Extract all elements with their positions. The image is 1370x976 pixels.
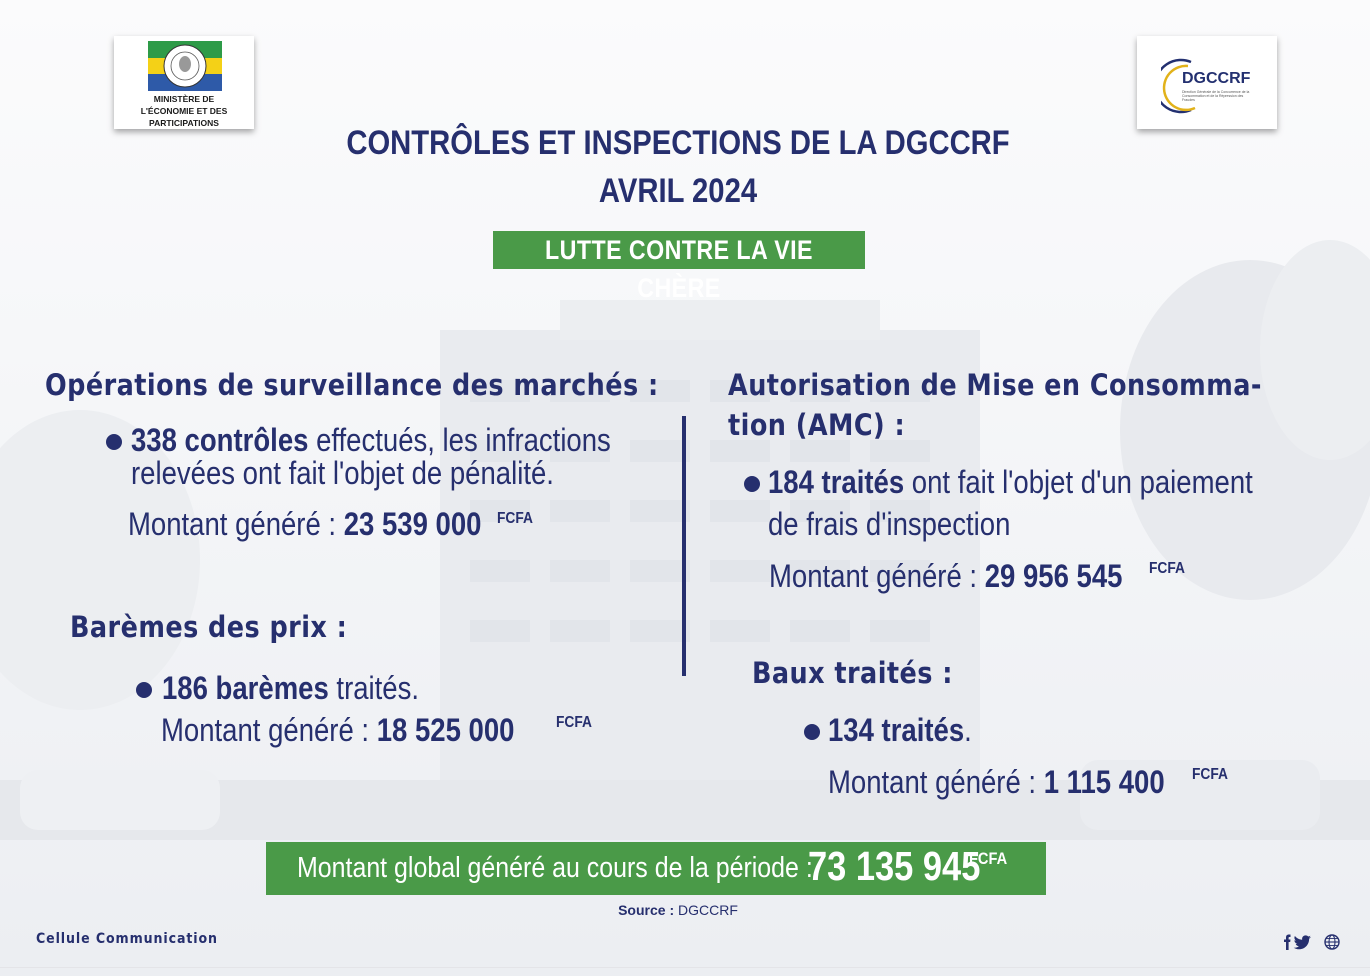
baux-line1 [828, 712, 972, 749]
baremes-amount-line [161, 712, 514, 749]
amc-amount-line [769, 558, 1122, 595]
twitter-icon[interactable] [1294, 935, 1311, 949]
bullet-dot [106, 434, 122, 450]
source-value: DGCCRF [678, 902, 738, 918]
surveillance-amount: 23 539 000 [343, 506, 482, 542]
surveillance-heading: Opérations de surveillance des marchés : [45, 368, 659, 402]
source-label: Source : [618, 902, 678, 918]
baremes-count: 186 barèmes [162, 670, 329, 706]
total-amount: 73 135 945 [808, 843, 981, 889]
baremes-line1-rest: traités. [328, 670, 420, 706]
gabon-flag-emblem-icon [148, 41, 222, 91]
surveillance-line1 [131, 422, 611, 459]
bullet-dot [136, 682, 152, 698]
dgccrf-logo [1137, 36, 1277, 129]
amc-heading-line2: tion (AMC) : [728, 408, 906, 442]
surveillance-count: 338 contrôles [131, 422, 309, 458]
baux-heading: Baux traités : [752, 656, 953, 690]
facebook-icon[interactable] [1284, 935, 1291, 951]
baux-line1-rest: . [964, 712, 972, 748]
globe-icon[interactable] [1325, 935, 1339, 949]
amc-heading-line1: Autorisation de Mise en Consomma- [728, 368, 1262, 402]
dgccrf-subtitle: Direction Générale de la Concurrence de la Consommation et de la Répression des Fraudes [1182, 90, 1250, 102]
baux-amount-label: Montant généré : [828, 764, 1044, 800]
amc-amount: 29 956 545 [984, 558, 1123, 594]
baremes-line1 [162, 670, 419, 707]
baremes-heading: Barèmes des prix : [70, 610, 348, 644]
surveillance-line1-rest: effectués, les infractions [308, 422, 611, 458]
baux-amount-line [828, 764, 1165, 801]
total-unit: FCFA [969, 849, 1008, 868]
ministry-name-line2: L'ÉCONOMIE ET DES [140, 106, 228, 116]
surveillance-unit: FCFA [497, 510, 533, 527]
baux-unit: FCFA [1192, 766, 1228, 783]
ministry-name-line3: PARTICIPATIONS [149, 118, 219, 128]
baux-count: 134 traités [828, 712, 965, 748]
amc-unit: FCFA [1149, 560, 1185, 577]
surveillance-amount-label: Montant généré : [128, 506, 344, 542]
main-title: CONTRÔLES ET INSPECTIONS DE LA DGCCRF [346, 124, 1010, 162]
dgccrf-wordmark: DGCCRF [1182, 70, 1251, 87]
ministry-logo [114, 36, 254, 129]
bullet-dot [804, 724, 820, 740]
bullet-dot [744, 476, 760, 492]
total-label: Montant global généré au cours de la période : [297, 852, 813, 884]
amc-count: 184 traités [768, 464, 905, 500]
amc-line2: de frais d'inspection [768, 506, 1011, 542]
baremes-amount-label: Montant généré : [161, 712, 377, 748]
surveillance-amount-line [128, 506, 481, 543]
source-line [0, 902, 1356, 918]
cellule-communication: Cellule Communication [36, 931, 218, 947]
column-divider [682, 416, 686, 676]
baremes-unit: FCFA [556, 714, 592, 731]
baremes-amount: 18 525 000 [376, 712, 515, 748]
amc-line1 [768, 464, 1253, 501]
campaign-tag [493, 231, 865, 303]
surveillance-line2: relevées ont fait l'objet de pénalité. [131, 455, 554, 491]
baux-amount: 1 115 400 [1043, 764, 1165, 800]
campaign-tag-label: LUTTE CONTRE LA VIE CHÈRE [545, 235, 813, 303]
amc-line1-rest: ont fait l'objet d'un paiement [904, 464, 1253, 500]
ministry-name-line1: MINISTÈRE DE [153, 94, 215, 104]
social-icons [1282, 933, 1342, 951]
amc-amount-label: Montant généré : [769, 558, 985, 594]
title-period: AVRIL 2024 [598, 172, 758, 210]
